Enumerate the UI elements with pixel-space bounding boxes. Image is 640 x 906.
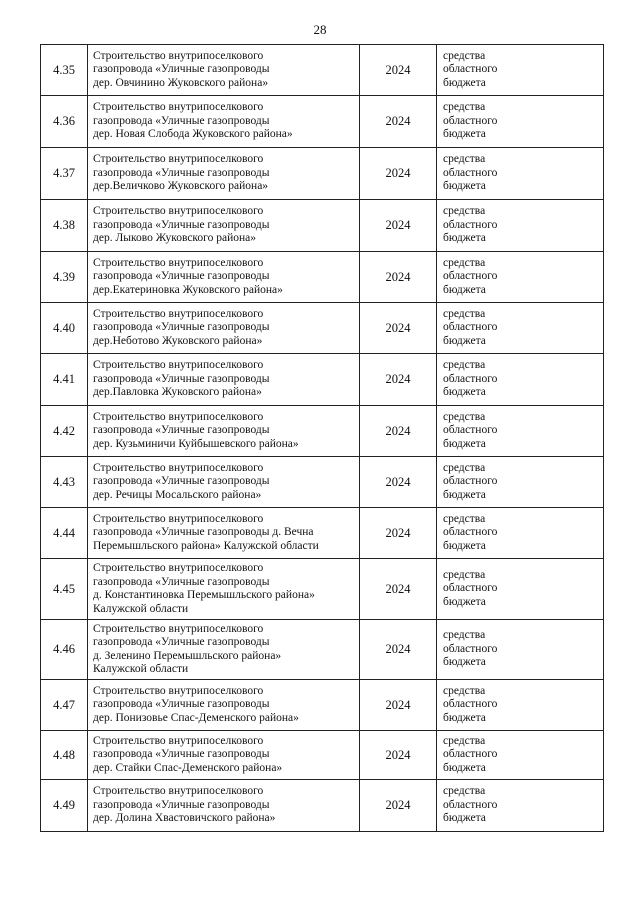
- row-number: 4.43: [41, 457, 88, 507]
- project-description: [88, 731, 360, 779]
- description-line: дер. Кузьминичи Куйбышевского района»: [93, 437, 299, 450]
- table-row: [40, 508, 604, 559]
- funding-source-line: средства: [443, 629, 486, 642]
- project-year: 2024: [360, 731, 437, 779]
- table-row: [40, 96, 604, 148]
- funding-source: [437, 406, 603, 456]
- description-line: газопровода «Уличные газопроводы: [93, 424, 270, 437]
- description-line: газопровода «Уличные газопроводы: [93, 575, 270, 588]
- description-line: газопровода «Уличные газопроводы: [93, 270, 270, 283]
- table-row: [40, 780, 604, 832]
- project-description: [88, 252, 360, 302]
- description-line: газопровода «Уличные газопроводы д. Вечна: [93, 526, 314, 539]
- description-line: дер. Овчинино Жуковского района»: [93, 76, 269, 89]
- project-year: 2024: [360, 200, 437, 251]
- description-line: Строительство внутрипоселкового: [93, 256, 264, 269]
- description-line: газопровода «Уличные газопроводы: [93, 372, 270, 385]
- funding-source-line: бюджета: [443, 812, 486, 825]
- funding-source-line: средства: [443, 153, 486, 166]
- funding-source: [437, 96, 603, 147]
- project-year: 2024: [360, 354, 437, 405]
- funding-source: [437, 45, 603, 95]
- funding-source-line: областного: [443, 526, 498, 539]
- table-row: [40, 406, 604, 457]
- description-line: дер. Речицы Мосальского района»: [93, 488, 262, 501]
- description-line: Калужской области: [93, 663, 189, 675]
- row-number: 4.41: [41, 354, 88, 405]
- row-number: 4.49: [41, 780, 88, 831]
- funding-source: [437, 303, 603, 353]
- description-line: дер. Стайки Спас-Деменского района»: [93, 761, 283, 774]
- project-description: [88, 559, 360, 619]
- funding-source: [437, 354, 603, 405]
- funding-source-line: бюджета: [443, 76, 486, 89]
- funding-source-line: областного: [443, 372, 498, 385]
- funding-source-line: областного: [443, 114, 498, 127]
- funding-source-line: областного: [443, 63, 498, 76]
- funding-source-line: бюджета: [443, 128, 486, 141]
- funding-source-line: бюджета: [443, 595, 486, 608]
- description-line: Строительство внутрипоселкового: [93, 512, 264, 525]
- description-line: Строительство внутрипоселкового: [93, 410, 264, 423]
- funding-source-line: средства: [443, 359, 486, 372]
- funding-source-line: средства: [443, 256, 486, 269]
- funding-source: [437, 148, 603, 199]
- funding-source: [437, 200, 603, 251]
- project-description: [88, 148, 360, 199]
- row-number: 4.42: [41, 406, 88, 456]
- funding-source-line: средства: [443, 101, 486, 114]
- project-year: 2024: [360, 406, 437, 456]
- funding-source-line: бюджета: [443, 539, 486, 552]
- description-line: дер.Величково Жуковского района»: [93, 180, 269, 193]
- funding-source-line: областного: [443, 475, 498, 488]
- project-year: 2024: [360, 620, 437, 679]
- funding-source: [437, 731, 603, 779]
- description-line: дер. Долина Хвастовичского района»: [93, 812, 276, 825]
- project-description: [88, 303, 360, 353]
- description-line: Строительство внутрипоселкового: [93, 461, 264, 474]
- description-line: Строительство внутрипоселкового: [93, 307, 264, 320]
- row-number: 4.47: [41, 680, 88, 730]
- funding-source-line: областного: [443, 321, 498, 334]
- table-row: [40, 680, 604, 731]
- project-year: 2024: [360, 457, 437, 507]
- description-line: д. Зеленино Перемышльского района»: [93, 649, 282, 662]
- funding-source-line: средства: [443, 49, 486, 62]
- funding-source-line: средства: [443, 512, 486, 525]
- funding-source-line: областного: [443, 270, 498, 283]
- funding-source-line: средства: [443, 205, 486, 218]
- funding-source-line: средства: [443, 785, 486, 798]
- funding-source-line: областного: [443, 748, 498, 761]
- description-line: газопровода «Уличные газопроводы: [93, 166, 270, 179]
- description-line: газопровода «Уличные газопроводы: [93, 798, 270, 811]
- funding-source-line: областного: [443, 424, 498, 437]
- description-line: дер. Лыково Жуковского района»: [93, 232, 256, 245]
- description-line: газопровода «Уличные газопроводы: [93, 636, 270, 648]
- description-line: Строительство внутрипоселкового: [93, 49, 264, 62]
- description-line: дер. Новая Слобода Жуковского района»: [93, 128, 293, 141]
- description-line: Строительство внутрипоселкового: [93, 562, 264, 574]
- funding-source-line: бюджета: [443, 488, 486, 501]
- description-line: газопровода «Уличные газопроводы: [93, 321, 270, 334]
- funding-source: [437, 252, 603, 302]
- project-description: [88, 45, 360, 95]
- project-year: 2024: [360, 45, 437, 95]
- description-line: Строительство внутрипоселкового: [93, 785, 264, 798]
- description-line: Калужской области: [93, 602, 189, 615]
- project-year: 2024: [360, 252, 437, 302]
- funding-source-line: областного: [443, 642, 498, 655]
- table-row: [40, 457, 604, 508]
- funding-source-line: бюджета: [443, 180, 486, 193]
- description-line: дер. Понизовье Спас-Деменского района»: [93, 711, 299, 724]
- description-line: Строительство внутрипоселкового: [93, 101, 264, 114]
- funding-source-line: средства: [443, 307, 486, 320]
- funding-source-line: областного: [443, 218, 498, 231]
- project-year: 2024: [360, 559, 437, 619]
- description-line: дер.Екатериновка Жуковского района»: [93, 283, 283, 296]
- table-row: [40, 148, 604, 200]
- funding-source-line: областного: [443, 166, 498, 179]
- funding-source-line: средства: [443, 410, 486, 423]
- table-row: [40, 559, 604, 620]
- project-year: 2024: [360, 148, 437, 199]
- description-line: дер.Неботово Жуковского района»: [93, 334, 263, 347]
- funding-source-line: бюджета: [443, 761, 486, 774]
- project-year: 2024: [360, 780, 437, 831]
- funding-source-line: областного: [443, 582, 498, 595]
- description-line: газопровода «Уличные газопроводы: [93, 698, 270, 711]
- funding-source-line: бюджета: [443, 334, 486, 347]
- row-number: 4.38: [41, 200, 88, 251]
- funding-source: [437, 620, 603, 679]
- row-number: 4.46: [41, 620, 88, 679]
- description-line: Строительство внутрипоселкового: [93, 359, 264, 372]
- project-description: [88, 354, 360, 405]
- description-line: Строительство внутрипоселкового: [93, 622, 264, 635]
- funding-source: [437, 680, 603, 730]
- row-number: 4.44: [41, 508, 88, 558]
- row-number: 4.48: [41, 731, 88, 779]
- project-description: [88, 780, 360, 831]
- description-line: Строительство внутрипоселкового: [93, 153, 264, 166]
- table-row: [40, 200, 604, 252]
- table-row: [40, 731, 604, 780]
- description-line: Строительство внутрипоселкового: [93, 205, 264, 218]
- project-year: 2024: [360, 680, 437, 730]
- project-description: [88, 680, 360, 730]
- description-line: Строительство внутрипоселкового: [93, 734, 264, 747]
- project-year: 2024: [360, 303, 437, 353]
- project-year: 2024: [360, 96, 437, 147]
- description-line: газопровода «Уличные газопроводы: [93, 475, 270, 488]
- description-line: газопровода «Уличные газопроводы: [93, 218, 270, 231]
- funding-source-line: бюджета: [443, 232, 486, 245]
- project-description: [88, 96, 360, 147]
- funding-source-line: бюджета: [443, 437, 486, 450]
- description-line: газопровода «Уличные газопроводы: [93, 748, 270, 761]
- project-year: 2024: [360, 508, 437, 558]
- row-number: 4.45: [41, 559, 88, 619]
- table-row: [40, 303, 604, 354]
- row-number: 4.37: [41, 148, 88, 199]
- table-row: [40, 354, 604, 406]
- funding-source: [437, 559, 603, 619]
- description-line: д. Константиновка Перемышльского района»: [93, 589, 315, 601]
- description-line: газопровода «Уличные газопроводы: [93, 114, 270, 127]
- funding-source-line: бюджета: [443, 711, 486, 724]
- funding-source-line: областного: [443, 698, 498, 711]
- row-number: 4.40: [41, 303, 88, 353]
- row-number: 4.36: [41, 96, 88, 147]
- funding-source-line: бюджета: [443, 283, 486, 296]
- description-line: Перемышльского района» Калужской области: [93, 539, 319, 552]
- funding-source-line: бюджета: [443, 386, 486, 399]
- project-description: [88, 457, 360, 507]
- funding-source-line: средства: [443, 568, 486, 581]
- funding-source-line: областного: [443, 798, 498, 811]
- funding-source: [437, 457, 603, 507]
- table-row: [40, 44, 604, 96]
- table-row: [40, 620, 604, 680]
- funding-source: [437, 508, 603, 558]
- table-row: [40, 252, 604, 303]
- project-description: [88, 620, 360, 679]
- row-number: 4.35: [41, 45, 88, 95]
- project-description: [88, 200, 360, 251]
- project-description: [88, 406, 360, 456]
- description-line: дер.Павловка Жуковского района»: [93, 386, 262, 399]
- description-line: Строительство внутрипоселкового: [93, 684, 264, 697]
- funding-source-line: бюджета: [443, 656, 486, 669]
- funding-source-line: средства: [443, 734, 486, 747]
- page-number: 28: [313, 22, 327, 37]
- description-line: газопровода «Уличные газопроводы: [93, 63, 270, 76]
- row-number: 4.39: [41, 252, 88, 302]
- funding-source-line: средства: [443, 461, 486, 474]
- funding-source: [437, 780, 603, 831]
- funding-source-line: средства: [443, 684, 486, 697]
- project-description: [88, 508, 360, 558]
